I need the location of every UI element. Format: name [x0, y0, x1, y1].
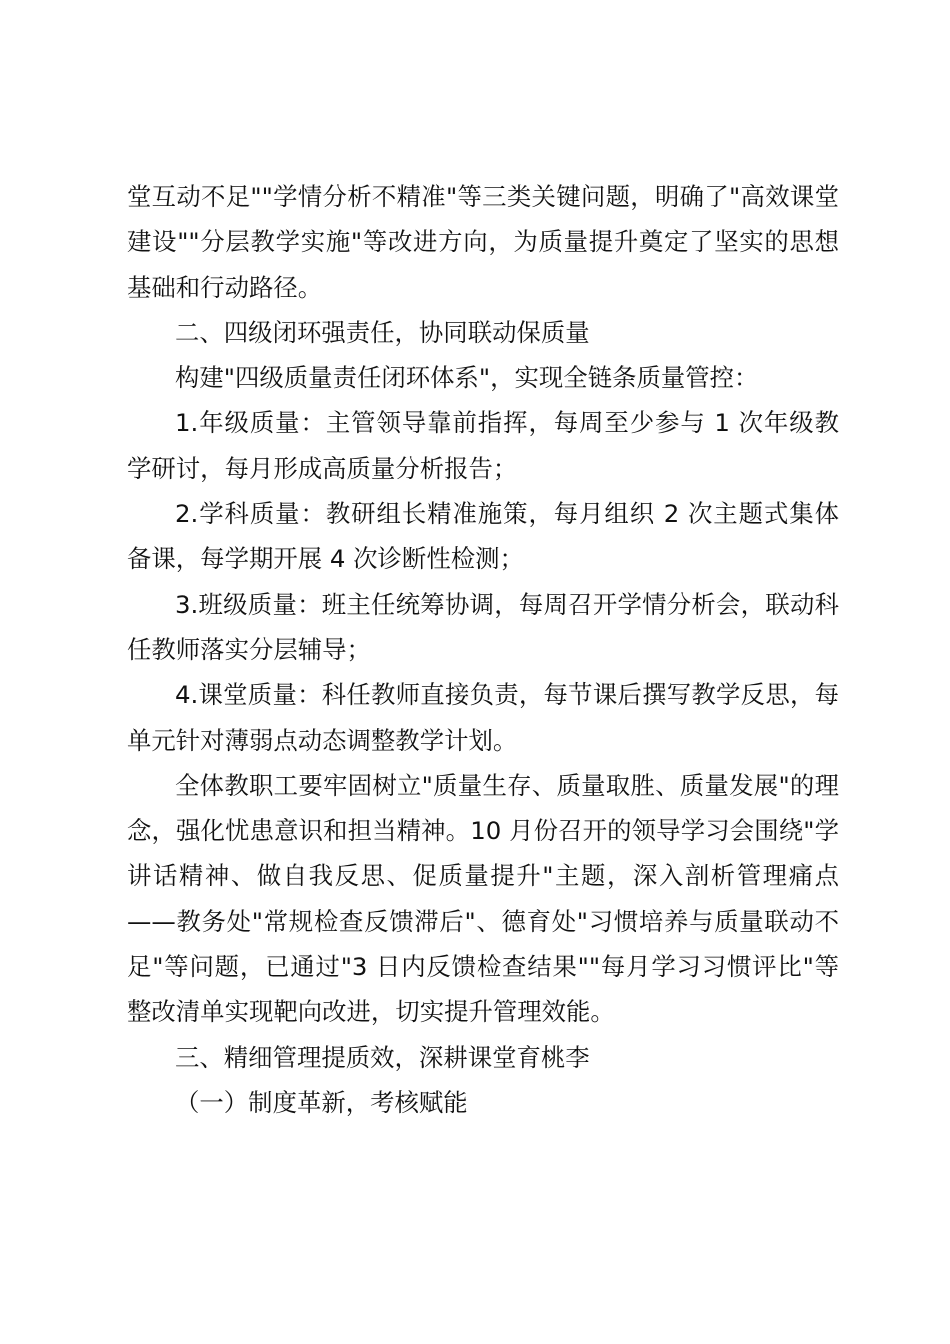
paragraph-intro: 构建"四级质量责任闭环体系"，实现全链条质量管控： [175, 363, 759, 393]
section-heading-3: 三、精细管理提质效，深耕课堂育桃李 [175, 1042, 590, 1072]
subsection-heading-3-1: （一）制度革新，考核赋能 [175, 1087, 468, 1117]
paragraph-staff-quality: 全体教职工要牢固树立"质量生存、质量取胜、质量发展"的理念，强化忧患意识和担当精神。10 月份召开的领导学习会围绕"学讲话精神、做自我反思、促质量提升"主题，深入剖析管理痛点——教务处"常规检查反馈滞后"、德育处"习惯培养与质量联动不足"等问题，已通过"3 日内反馈检查结果""每月学习习惯评比"等整改清单实现靶向改进，切实提升管理效能。 [127, 770, 839, 1027]
document-body [127, 174, 839, 1125]
list-item-subject-quality: 2.学科质量：教研组长精准施策，每月组织 2 次主题式集体备课，每学期开展 4 次诊断性检测； [127, 499, 839, 574]
section-heading-2: 二、四级闭环强责任，协同联动保质量 [175, 317, 590, 347]
list-item-class-quality: 3.班级质量：班主任统筹协调，每周召开学情分析会，联动科任教师落实分层辅导； [127, 589, 839, 664]
list-item-classroom-quality: 4.课堂质量：科任教师直接负责，每节课后撰写教学反思，每单元针对薄弱点动态调整教学计划。 [127, 680, 839, 755]
list-item-grade-quality: 1.年级质量：主管领导靠前指挥，每周至少参与 1 次年级教学研讨，每月形成高质量分析报告； [127, 408, 839, 483]
paragraph-continuation: 堂互动不足""学情分析不精准"等三类关键问题，明确了"高效课堂建设""分层教学实施"等改进方向，为质量提升奠定了坚实的思想基础和行动路径。 [127, 182, 839, 302]
